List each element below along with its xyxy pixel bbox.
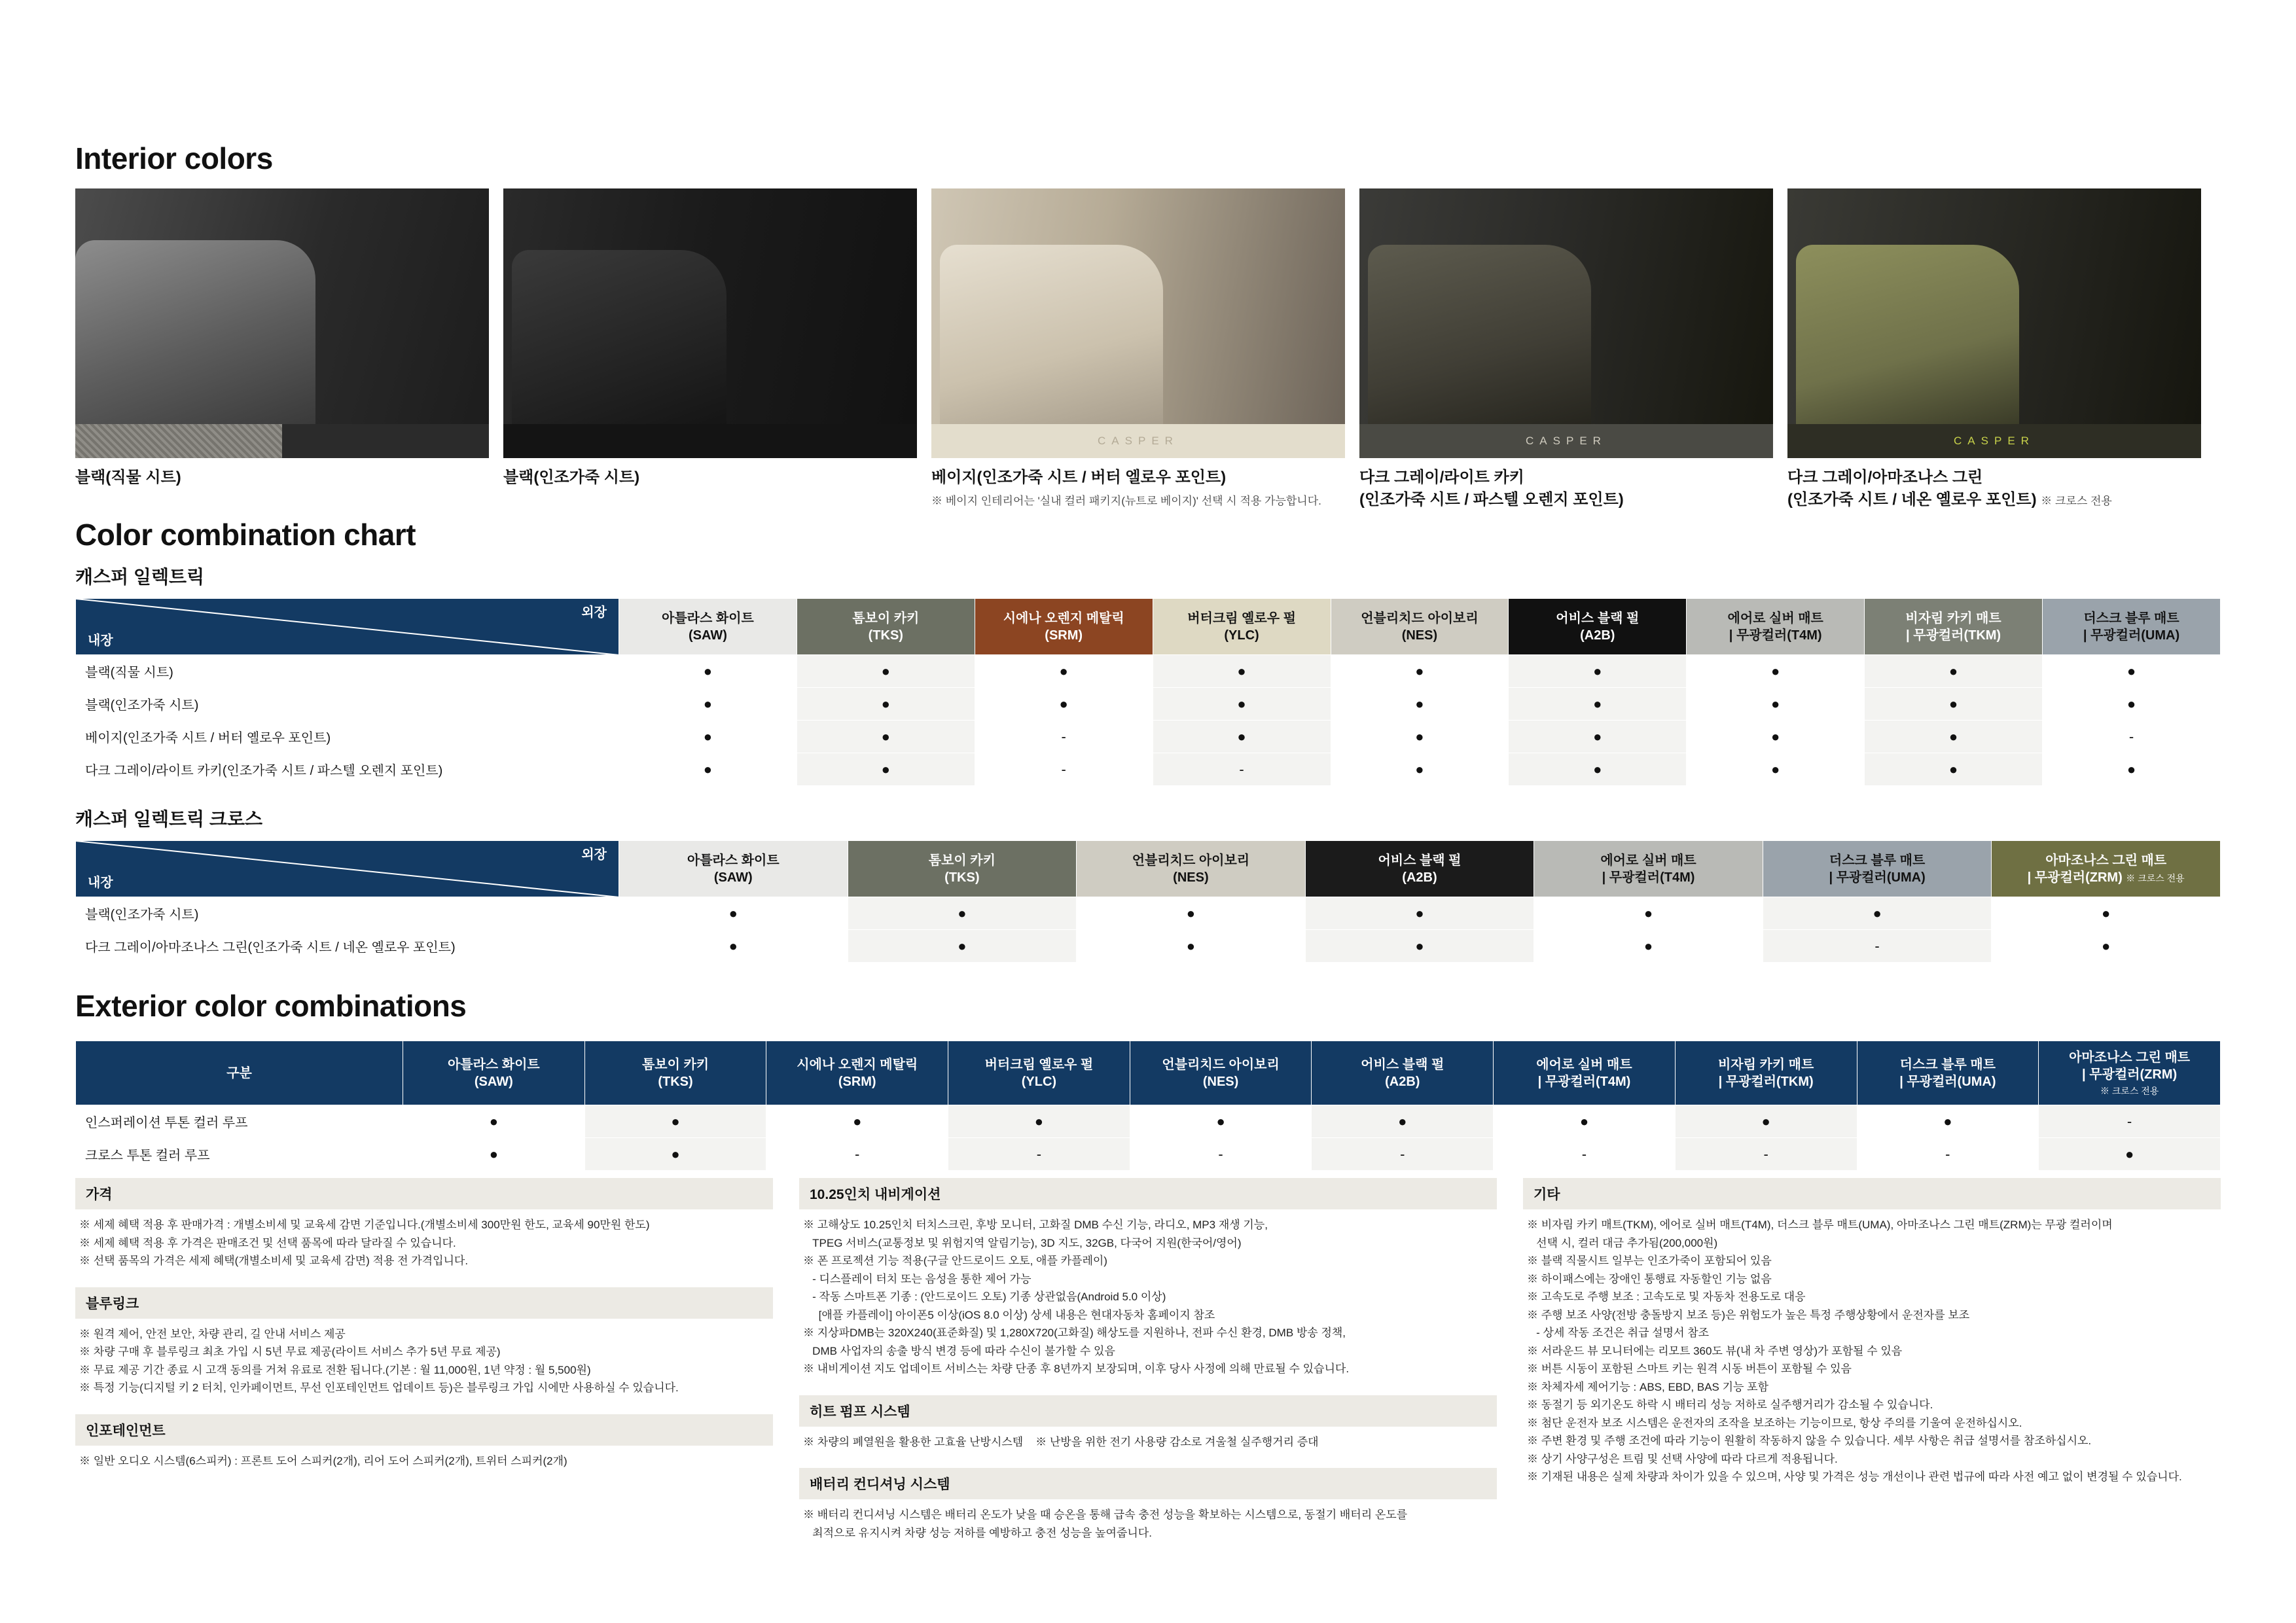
row-label: 블랙(인조가죽 시트) <box>76 688 619 721</box>
col-name: 비자림 카키 매트 <box>1905 611 2001 626</box>
row-label: 다크 그레이/아마조나스 그린(인조가죽 시트 / 네온 옐로우 포인트) <box>76 930 619 963</box>
note-block-etc <box>1523 1178 2221 1486</box>
col-name: 아마조나스 그린 매트 <box>2069 1050 2191 1065</box>
cell: ● <box>619 897 848 930</box>
corner-interior-label: 내장 <box>88 876 113 890</box>
cell: ● <box>1494 1105 1676 1138</box>
swatch-strip <box>1787 424 2201 458</box>
column-header-srm <box>766 1041 948 1105</box>
cell: ● <box>1153 655 1331 688</box>
note-line: 최적으로 유지시켜 차량 성능 저하를 예방하고 충전 성능을 높여줍니다. <box>803 1526 1152 1539</box>
col-code: (A2B) <box>1402 870 1437 885</box>
note-line: - 작동 스마트폰 기종 : (안드로이드 오토) 기종 상관없음(Android 5.0 이상) <box>803 1291 1166 1304</box>
column-header-nes <box>1130 1041 1312 1105</box>
row-label: 인스퍼레이션 투톤 컬러 루프 <box>76 1105 403 1138</box>
cell: - <box>948 1138 1130 1171</box>
note-block-price <box>75 1178 773 1270</box>
note-block-battery <box>799 1468 1497 1542</box>
note-line: ※ 지상파DMB는 320X240(표준화질) 및 1,280X720(고화질) 해상도를 지원하나, 전파 수신 환경, DMB 방송 정책, <box>803 1327 1346 1340</box>
cell: ● <box>1865 688 2043 721</box>
cell: ● <box>2039 1138 2221 1171</box>
column-header-ylc <box>948 1041 1130 1105</box>
column-header-srm <box>975 599 1153 655</box>
col-name: 어비스 블랙 펄 <box>1556 611 1640 626</box>
cell: - <box>975 753 1153 786</box>
cell: - <box>1857 1138 2039 1171</box>
exterior-combination-table <box>75 1041 2221 1171</box>
note-line: ※ 원격 제어, 안전 보안, 차량 관리, 길 안내 서비스 제공 <box>79 1327 346 1340</box>
table-row <box>76 753 2221 786</box>
cell: ● <box>1130 1105 1312 1138</box>
note-heading: 배터리 컨디셔닝 시스템 <box>799 1468 1497 1499</box>
cell: - <box>1312 1138 1494 1171</box>
swatch-strip <box>1359 424 1773 458</box>
note-body <box>799 1209 1497 1378</box>
note-line: ※ 서라운드 뷰 모니터에는 리모트 360도 뷰(내 차 주변 영상)가 포함될 수 있음 <box>1527 1344 1903 1357</box>
col-code: | 무광컬러(T4M) <box>1537 1074 1631 1089</box>
cell: ● <box>2043 655 2221 688</box>
cell: ● <box>1305 930 1534 963</box>
cell: ● <box>848 930 1077 963</box>
note-line: DMB 사업자의 송출 방식 변경 등에 따라 수신이 불가할 수 있음 <box>803 1344 1115 1357</box>
column-header-ylc <box>1153 599 1331 655</box>
cell: ● <box>766 1105 948 1138</box>
col-code: (A2B) <box>1580 628 1615 643</box>
col-name: 톰보이 카키 <box>852 611 920 626</box>
column-header-tks <box>797 599 975 655</box>
column-header-uma <box>1857 1041 2039 1105</box>
cell: ● <box>584 1105 766 1138</box>
note-line: ※ 주행 보조 사양(전방 충돌방지 보조 등)은 위험도가 높은 특정 주행상황에서 운전자를 보조 <box>1527 1308 1970 1321</box>
col-code: | 무광컬러(UMA) <box>1829 870 1926 885</box>
exterior-combination-block <box>75 1041 2221 1171</box>
interior-color-label: 블랙(직물 시트) <box>75 469 181 486</box>
cell: - <box>975 721 1153 753</box>
column-header-tks <box>584 1041 766 1105</box>
note-heading: 인포테인먼트 <box>75 1414 773 1446</box>
col-name: 버터크림 옐로우 펄 <box>1187 611 1296 626</box>
cell: - <box>766 1138 948 1171</box>
cell: ● <box>1331 721 1509 753</box>
table-row <box>76 930 2221 963</box>
table-corner-header <box>76 599 619 655</box>
col-name: 어비스 블랙 펄 <box>1361 1057 1444 1072</box>
casper-badge: CASPER <box>1526 435 1607 447</box>
note-line: ※ 주변 환경 및 주행 조건에 따라 기능이 원활히 작동하지 않을 수 있습니다. 세부 사항은 취급 설명서를 참조하십시오. <box>1527 1435 2092 1448</box>
note-line: ※ 차체자세 제어기능 : ABS, EBD, BAS 기능 포함 <box>1527 1380 1769 1393</box>
cell: ● <box>1305 897 1534 930</box>
interior-color-sub <box>1787 490 2201 510</box>
column-header-a2b <box>1509 599 1687 655</box>
note-line: ※ 차량의 폐열원을 활용한 고효율 난방시스템 ※ 난방을 위한 전기 사용량 감소로 겨울철 실주행거리 증대 <box>803 1435 1319 1448</box>
table-row <box>76 1105 2221 1138</box>
col-code-text: | 무광컬러(ZRM) <box>2027 870 2123 885</box>
cell: ● <box>1687 721 1865 753</box>
page-title-combination: Color combination chart <box>75 518 416 552</box>
column-header-nes <box>1331 599 1509 655</box>
note-body <box>799 1427 1497 1452</box>
col-name: 시에나 오렌지 메탈릭 <box>797 1057 918 1072</box>
column-header-a2b <box>1312 1041 1494 1105</box>
note-line: ※ 내비게이션 지도 업데이트 서비스는 차량 단종 후 8년까지 보장되며, 이후 당사 사정에 의해 만료될 수 있습니다. <box>803 1363 1350 1376</box>
cell: ● <box>584 1138 766 1171</box>
diagonal-line <box>76 841 619 897</box>
interior-color-sub-text: (인조가죽 시트 / 네온 옐로우 포인트) <box>1787 491 2037 509</box>
col-name: 아틀라스 화이트 <box>447 1057 540 1072</box>
note-body <box>75 1319 773 1397</box>
cell: ● <box>619 753 797 786</box>
cell: ● <box>848 897 1077 930</box>
note-line: ※ 고속도로 주행 보조 : 고속도로 및 자동차 전용도로 대응 <box>1527 1291 1806 1304</box>
cell: ● <box>1153 721 1331 753</box>
col-name: 언블리치드 아이보리 <box>1361 611 1479 626</box>
note-line: ※ 고해상도 10.25인치 터치스크린, 후방 모니터, 고화질 DMB 수신 기능, 라디오, MP3 재생 기능, <box>803 1219 1268 1231</box>
note-line: ※ 하이패스에는 장애인 통행료 자동할인 기능 없음 <box>1527 1272 1772 1285</box>
column-header-saw <box>619 599 797 655</box>
note-line: ※ 폰 프로젝션 기능 적용(구글 안드로이드 오토, 애플 카플레이) <box>803 1255 1107 1268</box>
cell: ● <box>1534 897 1763 930</box>
interior-color-card <box>1359 188 1773 511</box>
cross-only-note: ※ 크로스 전용 <box>2041 495 2112 508</box>
note-line: ※ 비자림 카키 매트(TKM), 에어로 실버 매트(T4M), 더스크 블루 매트(UMA), 아마조나스 그린 매트(ZRM)는 무광 컬러이며 <box>1527 1219 2113 1231</box>
cell: ● <box>619 721 797 753</box>
col-name: 더스크 블루 매트 <box>1829 853 1926 868</box>
note-line: ※ 블랙 직물시트 일부는 인조가죽이 포함되어 있음 <box>1527 1255 1772 1268</box>
col-code: (A2B) <box>1385 1074 1420 1089</box>
col-name: 버터크림 옐로우 펄 <box>984 1057 1094 1072</box>
col-code: (SRM) <box>1045 628 1083 643</box>
cell: ● <box>1509 688 1687 721</box>
note-line: ※ 무료 제공 기간 종료 시 고객 동의를 거쳐 유료로 전환 됩니다.(기본 : 월 11,000원, 1년 약정 : 월 5,500원) <box>79 1363 591 1376</box>
interior-photo <box>931 188 1345 424</box>
note-line: ※ 세제 혜택 적용 후 가격은 판매조건 및 선택 품목에 따라 달라질 수 있습니다. <box>79 1236 456 1249</box>
cell: ● <box>797 655 975 688</box>
col-code: | 무광컬러(TKM) <box>1906 628 2001 643</box>
note-line: - 디스플레이 터치 또는 음성을 통한 제어 가능 <box>803 1272 1031 1285</box>
interior-color-card <box>931 188 1345 511</box>
corner-exterior-label: 외장 <box>581 847 607 862</box>
note-line: TPEG 서비스(교통정보 및 위험지역 알림기능), 3D 지도, 32GB, 다국어 지원(한국어/영어) <box>803 1236 1242 1249</box>
col-name: 아틀라스 화이트 <box>662 611 754 626</box>
column-header-t4m <box>1534 841 1763 897</box>
interior-color-label: 블랙(인조가죽 시트) <box>503 469 640 486</box>
column-header-nes <box>1077 841 1306 897</box>
footnote-column-3 <box>1523 1178 2221 1559</box>
interior-color-sub: (인조가죽 시트 / 파스텔 오렌지 포인트) <box>1359 491 1624 509</box>
color-combination-table-ev <box>75 598 2221 786</box>
table-row <box>76 721 2221 753</box>
interior-colors-row <box>75 188 2221 511</box>
swatch-strip <box>503 424 917 458</box>
footnotes <box>75 1178 2221 1559</box>
col-code: (SRM) <box>838 1074 876 1089</box>
col-name: 언블리치드 아이보리 <box>1132 853 1250 868</box>
note-heading: 기타 <box>1523 1178 2221 1209</box>
column-header-t4m <box>1687 599 1865 655</box>
interior-color-card <box>75 188 489 511</box>
table-corner-header <box>76 841 619 897</box>
interior-color-note: ※ 베이지 인테리어는 '실내 컬러 패키지(뉴트로 베이지)' 선택 시 적용 가능합니다. <box>931 495 1321 508</box>
table-row <box>76 688 2221 721</box>
cell: ● <box>975 688 1153 721</box>
cell: ● <box>403 1138 585 1171</box>
col-code: (TKS) <box>868 628 903 643</box>
note-line: ※ 선택 품목의 가격은 세제 혜택(개별소비세 및 교육세 감면) 적용 전 가격입니다. <box>79 1255 469 1268</box>
col-code: (NES) <box>1173 870 1209 885</box>
row-label: 블랙(인조가죽 시트) <box>76 897 619 930</box>
col-code: (TKS) <box>944 870 980 885</box>
casper-badge: CASPER <box>1098 435 1179 447</box>
col-name: 비자림 카키 매트 <box>1717 1057 1814 1072</box>
note-line: 선택 시, 컬러 대금 추가됨(200,000원) <box>1527 1236 1718 1249</box>
col-code: (YLC) <box>1224 628 1259 643</box>
note-line: ※ 첨단 운전자 보조 시스템은 운전자의 조작을 보조하는 기능이므로, 항상 주의를 기울여 운전하십시오. <box>1527 1416 2022 1429</box>
note-line: ※ 동절기 등 외기온도 하락 시 배터리 성능 저하로 실주행거리가 감소될 수 있습니다. <box>1527 1399 1933 1412</box>
page-title-interior: Interior colors <box>75 141 273 175</box>
col-name: 톰보이 카키 <box>928 853 996 868</box>
cell: ● <box>797 753 975 786</box>
cell: ● <box>1675 1105 1857 1138</box>
cell: ● <box>1687 688 1865 721</box>
note-heading: 블루링크 <box>75 1287 773 1319</box>
cell: ● <box>1331 655 1509 688</box>
interior-color-label: 베이지(인조가죽 시트 / 버터 엘로우 포인트) <box>931 469 1227 486</box>
corner-interior-label: 내장 <box>88 633 113 648</box>
cell: ● <box>1077 897 1306 930</box>
column-header-tks <box>848 841 1077 897</box>
cell: ● <box>1509 655 1687 688</box>
cell: ● <box>1687 753 1865 786</box>
note-line: ※ 버튼 시동이 포함된 스마트 키는 원격 시동 버튼이 포함될 수 있음 <box>1527 1363 1852 1376</box>
row-label: 크로스 투톤 컬러 루프 <box>76 1138 403 1171</box>
cell: ● <box>1865 721 2043 753</box>
note-body <box>75 1446 773 1471</box>
note-line: [애플 카플레이] 아이폰5 이상(iOS 8.0 이상) 상세 내용은 현대자동차 홈페이지 참조 <box>803 1308 1215 1321</box>
note-body <box>799 1499 1497 1542</box>
cell: ● <box>948 1105 1130 1138</box>
cell: ● <box>1763 897 1992 930</box>
note-line: ※ 기재된 내용은 실제 차량과 차이가 있을 수 있으며, 사양 및 가격은 성능 개선이나 관련 법규에 따라 사전 예고 없이 변경될 수 있습니다. <box>1527 1471 2182 1484</box>
col-code: | 무광컬러(UMA) <box>2083 628 2180 643</box>
swatch <box>282 424 489 458</box>
col-code <box>1994 869 2217 886</box>
interior-photo <box>1787 188 2201 424</box>
col-code: (SAW) <box>713 870 753 885</box>
col-name: 아틀라스 화이트 <box>687 853 780 868</box>
combination-chart-2 <box>75 805 2221 963</box>
table-row <box>76 897 2221 930</box>
interior-photo <box>75 188 489 424</box>
note-block-heatpump <box>799 1395 1497 1452</box>
cell: ● <box>1687 655 1865 688</box>
col-name: 에어로 실버 매트 <box>1727 611 1823 626</box>
col-code: (NES) <box>1401 628 1438 643</box>
note-heading: 10.25인치 내비게이션 <box>799 1178 1497 1209</box>
note-line: - 상세 작동 조건은 취급 설명서 참조 <box>1527 1327 1710 1340</box>
cell: ● <box>1992 897 2221 930</box>
cell: - <box>1153 753 1331 786</box>
cell: ● <box>2043 688 2221 721</box>
note-block-bluelink <box>75 1287 773 1397</box>
cell: ● <box>1509 753 1687 786</box>
row-label: 블랙(직물 시트) <box>76 655 619 688</box>
row-label: 다크 그레이/라이트 카키(인조가죽 시트 / 파스텔 오렌지 포인트) <box>76 753 619 786</box>
casper-badge: CASPER <box>1954 435 2035 447</box>
column-header-saw <box>619 841 848 897</box>
cell: ● <box>1857 1105 2039 1138</box>
footnote-column-2 <box>799 1178 1497 1559</box>
cell: ● <box>975 655 1153 688</box>
diagonal-line <box>76 599 619 655</box>
col-name: 에어로 실버 매트 <box>1600 853 1696 868</box>
col-code: | 무광컬러(T4M) <box>1729 628 1822 643</box>
col-code: | 무광컬러(T4M) <box>1602 870 1695 885</box>
column-header-zrm <box>2039 1041 2221 1105</box>
interior-photo <box>1359 188 1773 424</box>
cell: - <box>1130 1138 1312 1171</box>
col-name: 에어로 실버 매트 <box>1536 1057 1632 1072</box>
note-heading: 가격 <box>75 1178 773 1209</box>
col-name: 더스크 블루 매트 <box>2083 611 2179 626</box>
cell: ● <box>1534 930 1763 963</box>
cell: ● <box>1331 753 1509 786</box>
col-code: (SAW) <box>688 628 727 643</box>
col-name: 아마조나스 그린 매트 <box>2045 853 2167 868</box>
cell: ● <box>1312 1105 1494 1138</box>
note-block-infotainment <box>75 1414 773 1471</box>
swatch <box>503 424 917 458</box>
col-name: 어비스 블랙 펄 <box>1378 853 1462 868</box>
cell: ● <box>797 721 975 753</box>
cell: ● <box>1865 753 2043 786</box>
interior-color-card <box>1787 188 2201 511</box>
table-row <box>76 655 2221 688</box>
cell: ● <box>797 688 975 721</box>
column-header-uma <box>1763 841 1992 897</box>
corner-exterior-label: 외장 <box>581 605 607 620</box>
row-label: 베이지(인조가죽 시트 / 버터 옐로우 포인트) <box>76 721 619 753</box>
chart-1-title: 캐스퍼 일렉트릭 <box>75 567 205 587</box>
swatch-strip <box>75 424 489 458</box>
cell: ● <box>1865 655 2043 688</box>
page-title-exterior: Exterior color combinations <box>75 989 467 1023</box>
cell: - <box>2039 1105 2221 1138</box>
interior-color-label: 다크 그레이/라이트 카키 <box>1359 469 1524 486</box>
note-line: ※ 일반 오디오 시스템(6스피커) : 프론트 도어 스피커(2개), 리어 도어 스피커(2개), 트위터 스피커(2개) <box>79 1454 567 1467</box>
col-note: ※ 크로스 전용 <box>2126 872 2185 883</box>
table-row <box>76 1138 2221 1171</box>
swatch-strip <box>931 424 1345 458</box>
col-code: (SAW) <box>474 1074 513 1089</box>
cell: ● <box>1331 688 1509 721</box>
column-header-uma <box>2043 599 2221 655</box>
cell: ● <box>1509 721 1687 753</box>
column-header-tkm <box>1865 599 2043 655</box>
col-name: 언블리치드 아이보리 <box>1162 1057 1280 1072</box>
col-name: 더스크 블루 매트 <box>1899 1057 1996 1072</box>
cell: ● <box>1153 688 1331 721</box>
column-header-division: 구분 <box>76 1041 403 1105</box>
col-name: 톰보이 카키 <box>641 1057 709 1072</box>
cell: ● <box>619 688 797 721</box>
note-line: ※ 상기 사양구성은 트림 및 선택 사양에 따라 다르게 적용됩니다. <box>1527 1452 1838 1465</box>
cell: ● <box>403 1105 585 1138</box>
col-code: | 무광컬러(TKM) <box>1718 1074 1814 1089</box>
cell: - <box>1675 1138 1857 1171</box>
cell: - <box>1494 1138 1676 1171</box>
interior-photo <box>503 188 917 424</box>
interior-color-card <box>503 188 917 511</box>
note-line: ※ 차량 구매 후 블루링크 최초 가입 시 5년 무료 제공(라이트 서비스 추가 5년 무료 제공) <box>79 1346 501 1359</box>
column-header-t4m <box>1494 1041 1676 1105</box>
col-code: (YLC) <box>1021 1074 1057 1089</box>
cell: - <box>2043 721 2221 753</box>
cell: ● <box>1992 930 2221 963</box>
col-code: | 무광컬러(UMA) <box>1899 1074 1996 1089</box>
cell: ● <box>619 930 848 963</box>
chart-2-title: 캐스퍼 일렉트릭 크로스 <box>75 809 263 829</box>
col-code: (NES) <box>1202 1074 1239 1089</box>
note-line: ※ 특정 기능(디지털 키 2 터치, 인카페이먼트, 무선 인포테인먼트 업데이트 등)은 블루링크 가입 시에만 사용하실 수 있습니다. <box>79 1382 679 1395</box>
swatch <box>75 424 282 458</box>
col-name: 시에나 오렌지 메탈릭 <box>1003 611 1124 626</box>
col-note: ※ 크로스 전용 <box>2100 1086 2159 1096</box>
column-header-tkm <box>1675 1041 1857 1105</box>
column-header-saw <box>403 1041 585 1105</box>
note-line: ※ 세제 혜택 적용 후 판매가격 : 개별소비세 및 교육세 감면 기준입니다.(개별소비세 300만원 한도, 교육세 90만원 한도) <box>79 1219 650 1231</box>
cell: ● <box>1077 930 1306 963</box>
cell: ● <box>619 655 797 688</box>
note-block-navigation <box>799 1178 1497 1378</box>
note-line: ※ 배터리 컨디셔닝 시스템은 배터리 온도가 낮을 때 승온을 통해 급속 충전 성능을 확보하는 시스템으로, 동절기 배터리 온도를 <box>803 1508 1408 1522</box>
combination-chart-1 <box>75 563 2221 786</box>
col-code: | 무광컬러(ZRM) <box>2082 1067 2178 1082</box>
note-heading: 히트 펌프 시스템 <box>799 1395 1497 1427</box>
color-combination-table-cross <box>75 840 2221 963</box>
note-body <box>1523 1209 2221 1486</box>
note-body <box>75 1209 773 1270</box>
interior-color-label: 다크 그레이/아마조나스 그린 <box>1787 469 1983 486</box>
footnote-column-1 <box>75 1178 773 1559</box>
column-header-a2b <box>1305 841 1534 897</box>
col-code: (TKS) <box>658 1074 693 1089</box>
column-header-zrm <box>1992 841 2221 897</box>
cell: - <box>1763 930 1992 963</box>
cell: ● <box>2043 753 2221 786</box>
